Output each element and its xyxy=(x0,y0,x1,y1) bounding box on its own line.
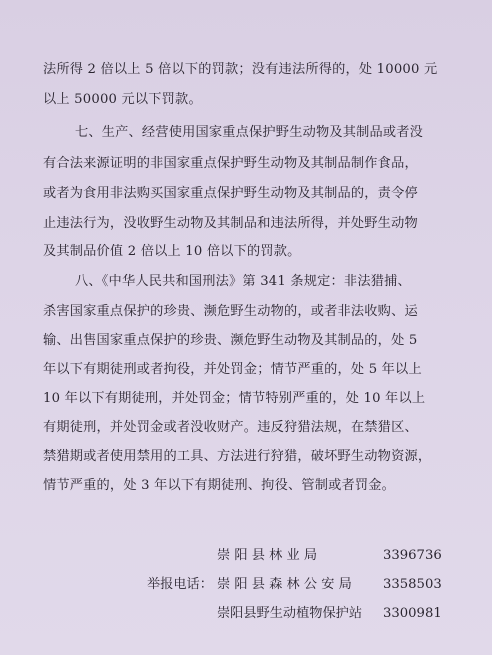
clause-8-line-2: 杀害国家重点保护的珍贵、濒危野生动物的，或者非法收购、运 xyxy=(43,304,418,319)
clause-8-line-1: 八、《中华人民共和国刑法》第 341 条规定：非法猎捕、 xyxy=(75,274,411,289)
clause-7-line-2: 有合法来源证明的非国家重点保护野生动物及其制品制作食品， xyxy=(43,156,418,171)
clause-8-line-6: 有期徒刑，并处罚金或者没收财产。违反狩猎法规，在禁猎区、 xyxy=(43,420,418,435)
body-line-2: 以上 50000 元以下罚款。 xyxy=(43,92,202,107)
contact-phone-forest-police: 3358503 xyxy=(383,577,442,592)
clause-7-line-1: 七、生产、经营使用国家重点保护野生动物及其制品或者没 xyxy=(75,125,424,140)
clause-8-line-7: 禁猎期或者使用禁用的工具、方法进行狩猎，破坏野生动物资源， xyxy=(43,449,432,464)
clause-7-line-3: 或者为食用非法购买国家重点保护野生动物及其制品的，责令停 xyxy=(43,186,418,201)
report-phone-label: 举报电话： xyxy=(147,577,213,592)
clause-8-line-5: 10 年以下有期徒刑，并处罚金；情节特别严重的，处 10 年以上 xyxy=(43,391,426,406)
clause-8-line-8: 情节严重的，处 3 年以下有期徒刑、拘役、管制或者罚金。 xyxy=(43,478,396,493)
clause-8-line-3: 输、出售国家重点保护的珍贵、濒危野生动物及其制品的，处 5 xyxy=(43,333,418,348)
contact-name-forestry-bureau: 崇 阳 县 林 业 局 xyxy=(217,548,318,563)
body-line-1: 法所得 2 倍以上 5 倍以下的罚款；没有违法所得的，处 10000 元 xyxy=(43,62,438,77)
clause-8-line-4: 年以下有期徒刑或者拘役，并处罚金；情节严重的，处 5 年以上 xyxy=(43,362,422,377)
contact-phone-forestry-bureau: 3396736 xyxy=(383,548,442,563)
contact-phone-wildlife-station: 3300981 xyxy=(383,606,442,621)
contact-name-wildlife-station: 崇阳县野生动植物保护站 xyxy=(217,606,363,621)
clause-7-line-4: 止违法行为，没收野生动物及其制品和违法所得，并处野生动物 xyxy=(43,216,418,231)
contact-name-forest-police: 崇 阳 县 森 林 公 安 局 xyxy=(217,577,352,592)
clause-7-line-5: 及其制品价值 2 倍以上 10 倍以下的罚款。 xyxy=(43,244,301,259)
